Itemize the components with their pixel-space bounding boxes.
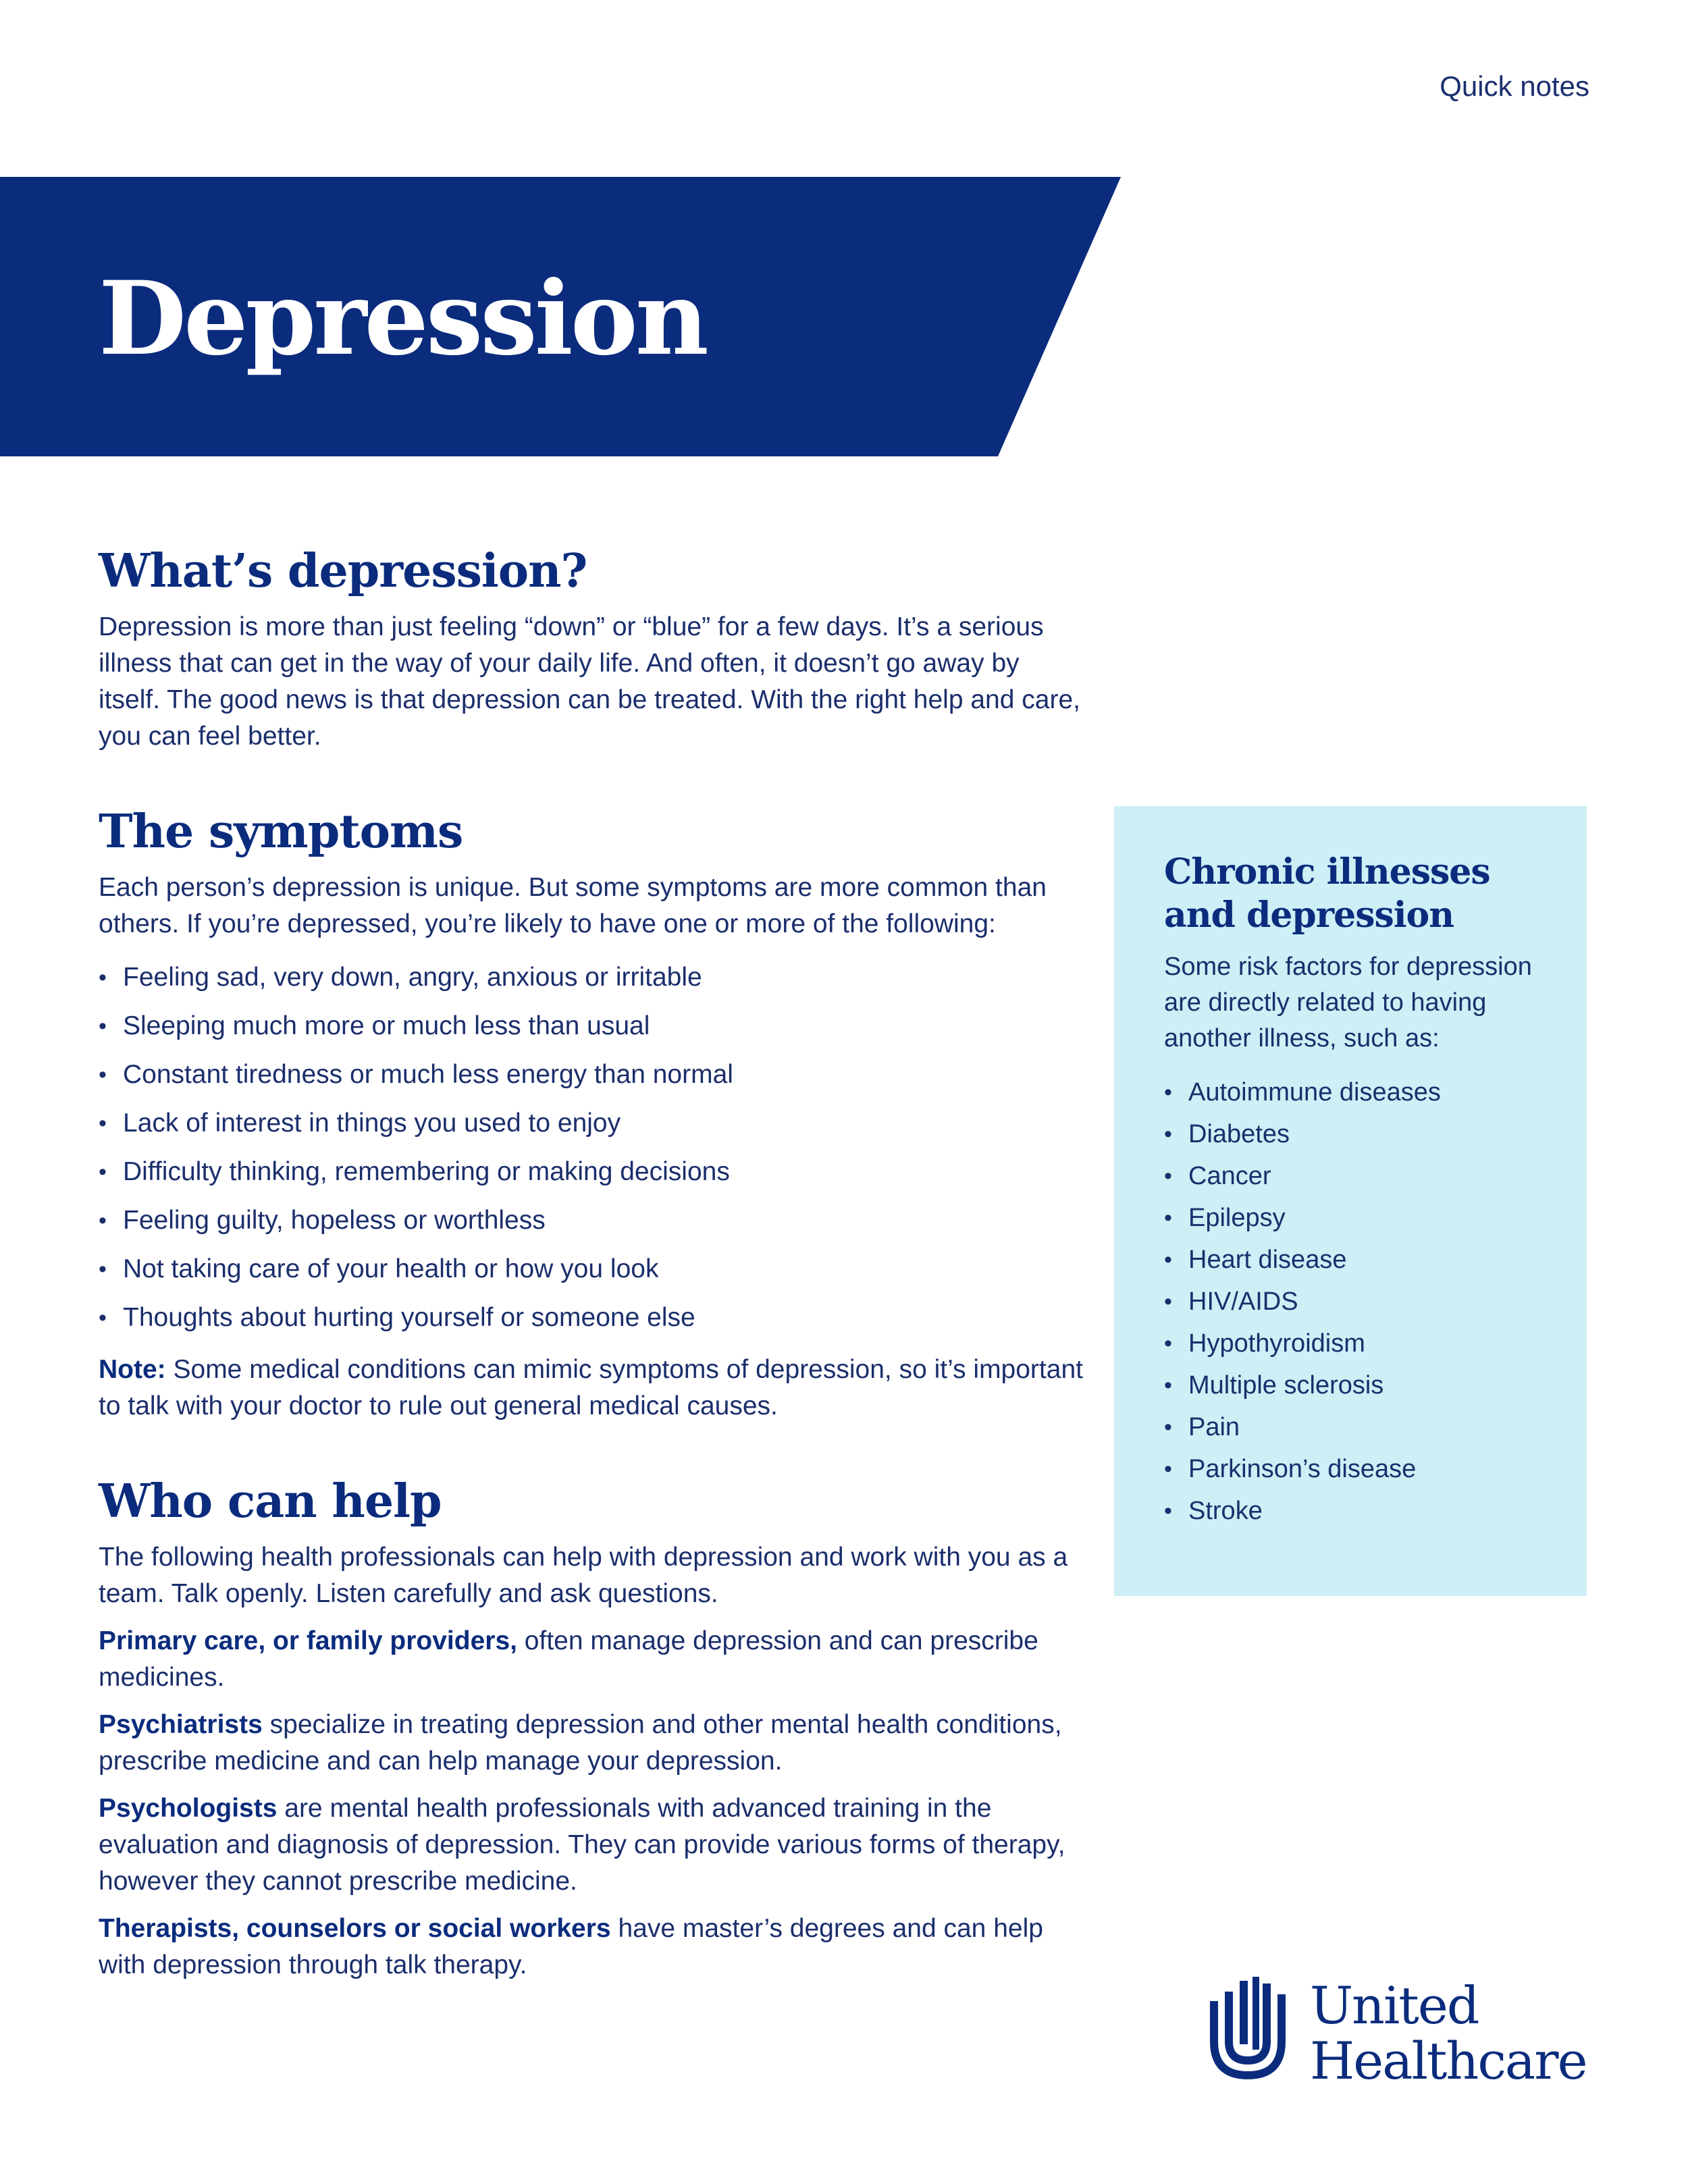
provider-item (99, 1623, 1084, 1696)
page-title: Depression (99, 259, 706, 378)
symptoms-intro: Each person’s depression is unique. But some symptoms are more common than others. If you’re depressed, you’re likely to have one or more of the following: (99, 873, 1047, 938)
list-item: • Feeling guilty, hopeless or worthless (99, 1196, 1084, 1245)
section-title-symptoms: The symptoms (99, 805, 463, 859)
provider-item (99, 1911, 1084, 1983)
list-item: • Not taking care of your health or how you look (99, 1245, 1084, 1294)
provider-label: Primary care, or family providers, (99, 1626, 517, 1655)
list-item: • Multiple sclerosis (1164, 1364, 1560, 1406)
uhc-u-logo-icon (1209, 1974, 1296, 2089)
provider-item (99, 1790, 1084, 1900)
list-item: • Hypothyroidism (1164, 1323, 1560, 1364)
symptoms-section (99, 805, 1084, 1424)
provider-text: have master’s degrees and can help with depression through talk therapy. (99, 1914, 1043, 1979)
list-item: • Constant tiredness or much less energy than normal (99, 1050, 1084, 1099)
whats-depression-body: Depression is more than just feeling “down” or “blue” for a few days. It’s a serious illness that can get in the way of your daily life. And often, it doesn’t go away by itself. The good news is that depression can be treated. With the right help and care, you can feel better. (99, 612, 1080, 751)
symptoms-note (99, 1352, 1084, 1424)
provider-label: Therapists, counselors or social workers (99, 1914, 611, 1943)
list-item: • HIV/AIDS (1164, 1281, 1560, 1323)
document-label: Quick notes (1440, 70, 1589, 102)
list-item: • Lack of interest in things you used to enjoy (99, 1099, 1084, 1148)
provider-text: are mental health professionals with advanced training in the evaluation and diagnosis of depression. They can provide various forms of therapy, however they cannot prescribe medicine. (99, 1794, 1065, 1896)
list-item: • Diabetes (1164, 1113, 1560, 1155)
list-item: • Sleeping much more or much less than usual (99, 1002, 1084, 1050)
list-item: • Thoughts about hurting yourself or someone else (99, 1294, 1084, 1342)
list-item: • Stroke (1164, 1490, 1560, 1532)
section-title-who-can-help: Who can help (99, 1474, 442, 1528)
provider-text: often manage depression and can prescribe medicines. (99, 1626, 1038, 1692)
main-column (99, 544, 1084, 1994)
whats-depression-section (99, 544, 1084, 755)
logo-wordmark: United Healthcare (1310, 1975, 1587, 2091)
note-label: Note: (99, 1355, 166, 1384)
callout-intro: Some risk factors for depression are directly related to having another illness, such as: (1164, 953, 1532, 1053)
provider-label: Psychiatrists (99, 1710, 263, 1739)
illness-list (1164, 1071, 1560, 1532)
list-item: • Parkinson’s disease (1164, 1448, 1560, 1490)
provider-item (99, 1707, 1084, 1780)
list-item: • Cancer (1164, 1155, 1560, 1197)
list-item: • Autoimmune diseases (1164, 1071, 1560, 1113)
symptoms-list (99, 953, 1084, 1342)
callout-title: Chronic illnesses and depression (1164, 851, 1490, 936)
who-can-help-section (99, 1474, 1084, 1983)
help-intro: The following health professionals can help with depression and work with you as a team. Talk openly. Listen carefully and ask questions. (99, 1543, 1068, 1608)
provider-label: Psychologists (99, 1794, 278, 1823)
list-item: • Difficulty thinking, remembering or making decisions (99, 1148, 1084, 1196)
note-text: Some medical conditions can mimic symptoms of depression, so it’s important to talk with your doctor to rule out general medical causes. (99, 1355, 1083, 1420)
list-item: • Epilepsy (1164, 1197, 1560, 1239)
title-banner (0, 177, 1121, 456)
unitedhealthcare-logo (1209, 1974, 1593, 2096)
list-item: • Feeling sad, very down, angry, anxious or irritable (99, 953, 1084, 1002)
chronic-illnesses-callout (1114, 806, 1587, 1596)
provider-text: specialize in treating depression and other mental health conditions, prescribe medicine and can help manage your depression. (99, 1710, 1062, 1776)
list-item: • Heart disease (1164, 1239, 1560, 1281)
list-item: • Pain (1164, 1406, 1560, 1448)
section-title-whats-depression: What’s depression? (99, 544, 587, 598)
